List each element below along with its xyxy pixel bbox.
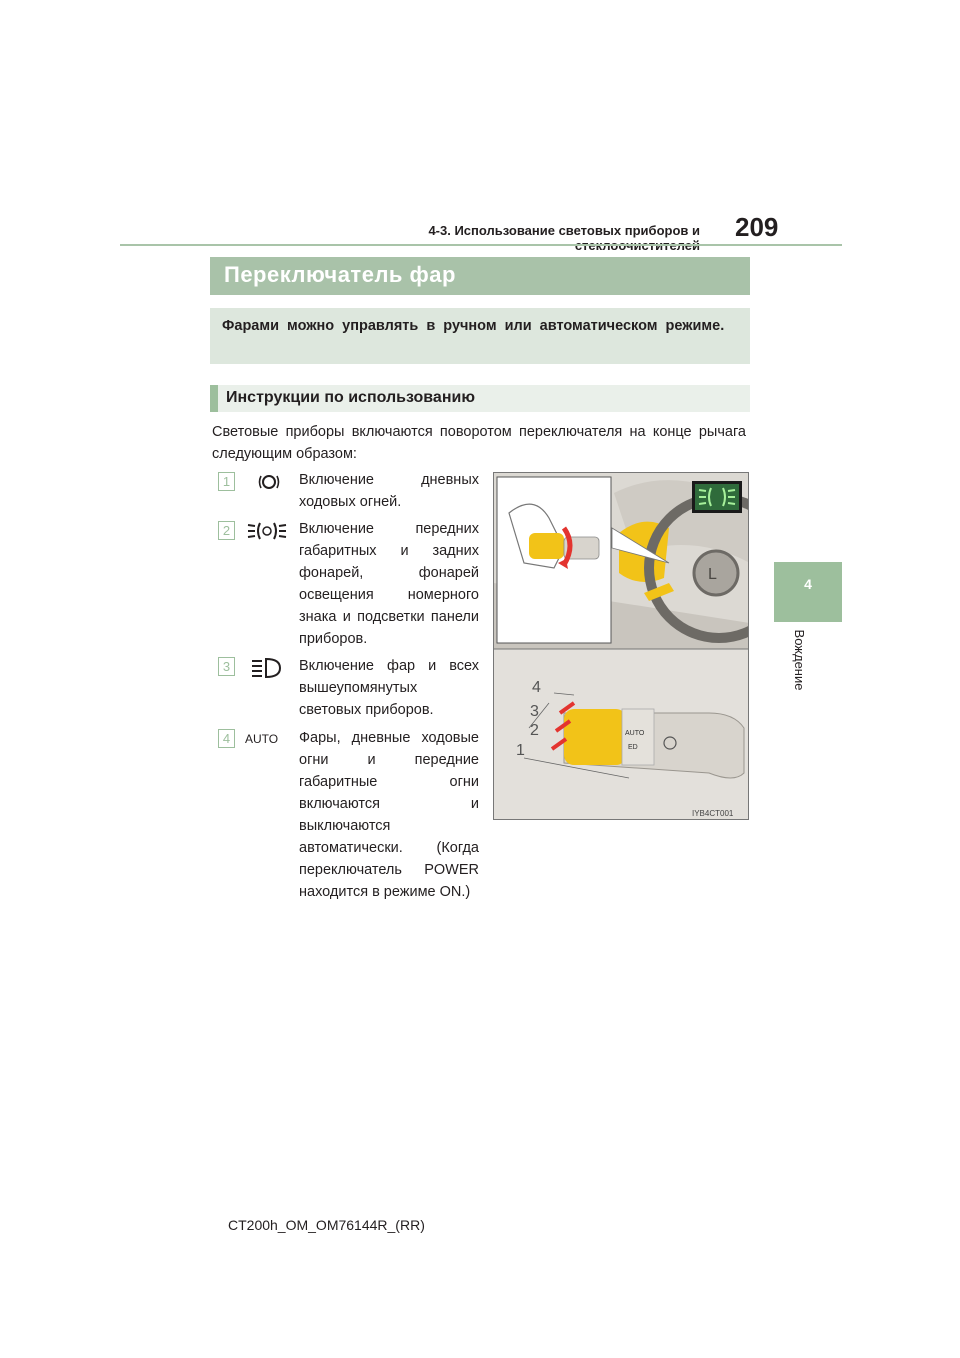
callout-1: 1 [516, 742, 525, 759]
intro-text: Фарами можно управлять в ручном или автоматическом режиме. [222, 318, 725, 334]
inset-frame [497, 477, 611, 643]
inset-lever-tip [529, 533, 564, 559]
item-number-4: 4 [218, 729, 235, 748]
switch-label-ed: ED [628, 744, 638, 751]
page-title: Переключатель фар [224, 262, 456, 287]
item-number-2: 2 [218, 521, 235, 540]
item-text-1: Включение дневных ходовых огней. [299, 472, 479, 510]
headlight-icon [250, 656, 282, 685]
daytime-running-light-icon [257, 472, 281, 497]
chapter-tab [774, 562, 842, 622]
item-text-4: Фары, дневные ходовые огни и передние габаритные огни включаются и выключаются автоматически. (Когда переключатель POWER находится в режиме ON.) [299, 730, 479, 900]
lever-switch-yellow [564, 709, 626, 765]
figure-code: IYB4CT001 [692, 809, 734, 818]
item-number-3: 3 [218, 657, 235, 676]
subsection-title: Инструкции по использованию [226, 389, 475, 406]
switch-label-auto: AUTO [625, 730, 645, 737]
parking-light-icon [246, 520, 288, 547]
item-number-1: 1 [218, 472, 235, 491]
callout-2: 2 [530, 722, 539, 739]
callout-3: 3 [530, 703, 539, 720]
callout-4: 4 [532, 679, 541, 696]
header-divider [120, 244, 842, 246]
chapter-number: 4 [804, 576, 812, 592]
page-number: 209 [735, 212, 779, 242]
footer-document-code: CT200h_OM_OM76144R_(RR) [228, 1217, 425, 1233]
headlight-switch-figure [493, 472, 749, 820]
item-text-3: Включение фар и всех вышеупомянутых световых приборов. [299, 658, 479, 718]
auto-mode-label: AUTO [245, 732, 279, 746]
subsection-description: Световые приборы включаются поворотом переключателя на конце рычага следующим образом: [212, 424, 746, 462]
item-text-2: Включение передних габаритных и задних фонарей, фонарей освещения номерного знака и подсветки панели приборов. [299, 521, 479, 647]
lever-switch-ring [622, 709, 654, 765]
subsection-marker [210, 385, 218, 412]
header-section-title: 4-3. Использование световых приборов и [428, 223, 700, 238]
chapter-label: Вождение [792, 629, 807, 691]
figure-illustration [494, 473, 749, 820]
lexus-logo: L [708, 566, 717, 583]
